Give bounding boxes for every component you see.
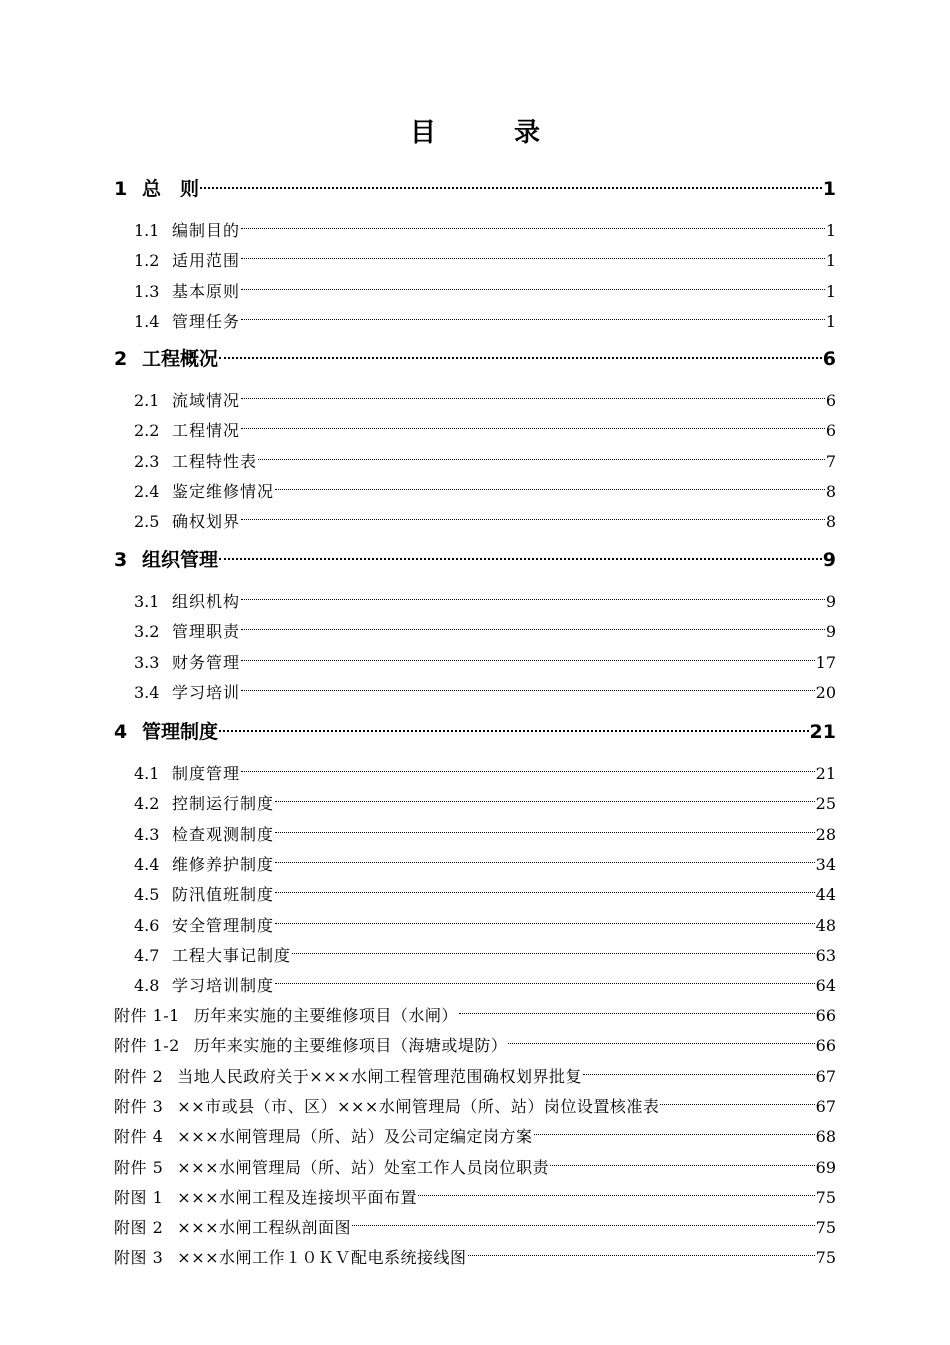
dot-leader [241,380,825,406]
entry-title: 防汛值班制度 [172,885,275,905]
dot-leader [550,1147,815,1173]
dot-leader [241,301,825,327]
entry-page-number: 8 [825,512,836,532]
entry-number: 4.7 [134,945,160,965]
dot-leader [241,642,815,668]
entry-number: 附图 1 [114,1187,164,1207]
entry-title: ×××水闸工程纵剖面图 [177,1218,352,1238]
dot-leader [418,1177,815,1203]
toc-section-heading[interactable] [114,540,836,573]
entry-number: 3 [114,549,128,571]
entry-page-number: 1 [825,251,836,271]
toc-appendix-item[interactable] [114,1025,836,1059]
entry-page-number: 21 [815,764,836,783]
dot-leader [241,611,825,637]
entry-number: 2 [114,348,128,370]
entry-page-number: 17 [815,652,836,672]
toc-subsection-item[interactable] [134,814,836,848]
entry-title: 基本原则 [172,281,241,301]
toc-subsection-item[interactable] [134,905,836,939]
entry-number: 2.5 [134,512,160,532]
toc-appendix-item[interactable] [114,1086,836,1120]
dot-leader [241,581,825,607]
toc-subsection-item[interactable] [134,874,836,908]
toc-subsection-item[interactable] [134,965,836,999]
toc-section-heading[interactable] [114,339,836,372]
entry-page-number: 20 [815,682,836,702]
dot-leader [275,783,815,809]
dot-leader [660,1086,814,1112]
entry-number: 1.2 [134,251,160,271]
entry-page-number: 8 [825,481,836,501]
entry-title: 控制运行制度 [172,794,275,814]
entry-number: 3.3 [134,652,160,672]
page-title: 目 录 [409,118,566,148]
entry-title: ×××水闸工程及连接坝平面布置 [177,1187,418,1207]
entry-page-number: 28 [815,824,836,844]
entry-page-number: 69 [815,1157,836,1177]
entry-number: 2.1 [134,391,160,410]
toc-subsection-item[interactable] [134,240,836,274]
toc-subsection-item[interactable] [134,783,836,817]
entry-page-number: 9 [825,622,836,642]
entry-number: 2.4 [134,481,160,501]
dot-leader [275,814,815,840]
entry-page-number: 67 [815,1066,836,1086]
entry-number: 附件 4 [114,1127,164,1147]
dot-leader [241,672,815,698]
entry-page-number: 64 [815,976,836,996]
entry-page-number: 63 [815,945,836,965]
entry-page-number: 1 [822,178,836,200]
entry-number: 附件 1-1 [114,1006,180,1025]
toc-subsection-item[interactable] [134,844,836,878]
entry-page-number: 9 [825,592,836,611]
entry-number: 1.1 [134,221,160,240]
dot-leader [241,271,825,297]
entry-title: 组织机构 [172,592,241,611]
dot-leader [219,339,822,365]
entry-number: 4.5 [134,885,160,905]
entry-number: 1.4 [134,311,160,331]
dot-leader [275,844,815,870]
toc-subsection-item[interactable] [134,410,836,444]
dot-leader [352,1207,815,1233]
entry-title: 鉴定维修情况 [172,481,275,501]
entry-page-number: 6 [822,348,836,370]
entry-page-number: 6 [825,391,836,410]
toc-subsection-item[interactable] [134,471,836,505]
dot-leader [219,712,809,738]
entry-number: 1 [114,178,128,200]
toc-subsection-item[interactable] [134,210,836,244]
entry-title: 流域情况 [172,391,241,410]
entry-title: 管理职责 [172,622,241,642]
dot-leader [275,874,815,900]
entry-number: 4.8 [134,976,160,996]
entry-title: 财务管理 [172,652,241,672]
dot-leader [275,965,815,991]
entry-page-number: 1 [825,311,836,331]
entry-number: 4.4 [134,854,160,874]
entry-title: 制度管理 [172,764,241,783]
entry-title: 工程概况 [142,348,219,370]
toc-section-heading[interactable] [114,712,836,745]
toc-subsection-item[interactable] [134,501,836,535]
entry-title: 维修养护制度 [172,854,275,874]
entry-page-number: 44 [815,885,836,905]
dot-leader [241,210,825,236]
dot-leader [275,471,825,497]
dot-leader [241,753,815,779]
entry-page-number: 25 [815,794,836,814]
toc-appendix-item[interactable] [114,1147,836,1181]
entry-title: 安全管理制度 [172,915,275,935]
toc-subsection-item[interactable] [134,753,836,787]
dot-leader [258,441,825,467]
entry-title: 检查观测制度 [172,824,275,844]
entry-page-number: 34 [815,854,836,874]
entry-title: 学习培训制度 [172,976,275,996]
entry-number: 4 [114,721,128,743]
toc-section-heading[interactable] [114,169,836,202]
toc-subsection-item[interactable] [134,672,836,706]
entry-page-number: 75 [815,1248,836,1268]
entry-title: 适用范围 [172,251,241,271]
entry-title: 组织管理 [142,549,219,571]
entry-number: 3.1 [134,592,160,611]
toc-subsection-item[interactable] [134,380,836,414]
toc-appendix-item[interactable] [114,1177,836,1211]
entry-number: 附图 2 [114,1218,164,1238]
entry-title: 工程大事记制度 [172,945,292,965]
entry-page-number: 66 [815,1006,836,1025]
entry-page-number: 9 [822,549,836,571]
entry-title: 历年来实施的主要维修项目（海塘或堤防） [193,1036,508,1056]
dot-leader [241,501,825,527]
toc-appendix-item[interactable] [114,1056,836,1090]
dot-leader [459,995,815,1021]
entry-number: 1.3 [134,281,160,301]
dot-leader [241,240,825,266]
entry-page-number: 66 [815,1036,836,1056]
entry-title: 确权划界 [172,512,241,532]
entry-number: 4.1 [134,764,160,783]
entry-page-number: 75 [815,1187,836,1207]
entry-number: 附件 3 [114,1096,164,1116]
entry-title: 总 则 [142,178,200,200]
dot-leader [241,410,825,436]
toc-subsection-item[interactable] [134,611,836,645]
entry-number: 3.4 [134,682,160,702]
entry-number: 3.2 [134,622,160,642]
entry-title: 工程特性表 [172,451,258,471]
entry-number: 2.2 [134,421,160,441]
entry-page-number: 48 [815,915,836,935]
dot-leader [292,935,815,961]
entry-page-number: 75 [815,1218,836,1238]
entry-title: ×××水闸工作１０ＫＶ配电系统接线图 [177,1248,467,1268]
dot-leader [468,1237,815,1263]
entry-page-number: 21 [809,721,836,743]
toc-subsection-item[interactable] [134,271,836,305]
toc-appendix-item[interactable] [114,1237,836,1271]
entry-number: 4.6 [134,915,160,935]
dot-leader [219,540,822,566]
entry-number: 2.3 [134,451,160,471]
entry-title: 工程情况 [172,421,241,441]
dot-leader [200,169,822,195]
entry-number: 4.2 [134,794,160,814]
dot-leader [534,1116,815,1142]
entry-title: ×××水闸管理局（所、站）及公司定编定岗方案 [177,1127,533,1147]
toc-subsection-item[interactable] [134,301,836,335]
toc-subsection-item[interactable] [134,642,836,676]
dot-leader [583,1056,815,1082]
entry-number: 附件 5 [114,1157,164,1177]
entry-title: 学习培训 [172,682,241,702]
entry-number: 附件 2 [114,1066,164,1086]
toc-subsection-item[interactable] [134,935,836,969]
entry-title: 当地人民政府关于×××水闸工程管理范围确权划界批复 [177,1066,583,1086]
entry-number: 附件 1-2 [114,1036,180,1056]
entry-page-number: 6 [825,421,836,441]
toc-appendix-item[interactable] [114,995,836,1029]
dot-leader [275,905,815,931]
entry-title: ××市或县（市、区）×××水闸管理局（所、站）岗位设置核准表 [177,1096,660,1116]
toc-subsection-item[interactable] [134,441,836,475]
entry-page-number: 7 [825,451,836,471]
entry-title: 管理制度 [142,721,219,743]
entry-page-number: 1 [825,281,836,301]
entry-number: 附图 3 [114,1248,164,1268]
entry-page-number: 67 [815,1096,836,1116]
entry-number: 4.3 [134,824,160,844]
entry-title: ×××水闸管理局（所、站）处室工作人员岗位职责 [177,1157,550,1177]
entry-page-number: 1 [825,221,836,240]
toc-appendix-item[interactable] [114,1207,836,1241]
toc-subsection-item[interactable] [134,581,836,615]
toc-appendix-item[interactable] [114,1116,836,1150]
entry-page-number: 68 [815,1127,836,1147]
dot-leader [508,1025,814,1051]
entry-title: 历年来实施的主要维修项目（水闸） [193,1006,458,1025]
entry-title: 管理任务 [172,311,241,331]
entry-title: 编制目的 [172,221,241,240]
